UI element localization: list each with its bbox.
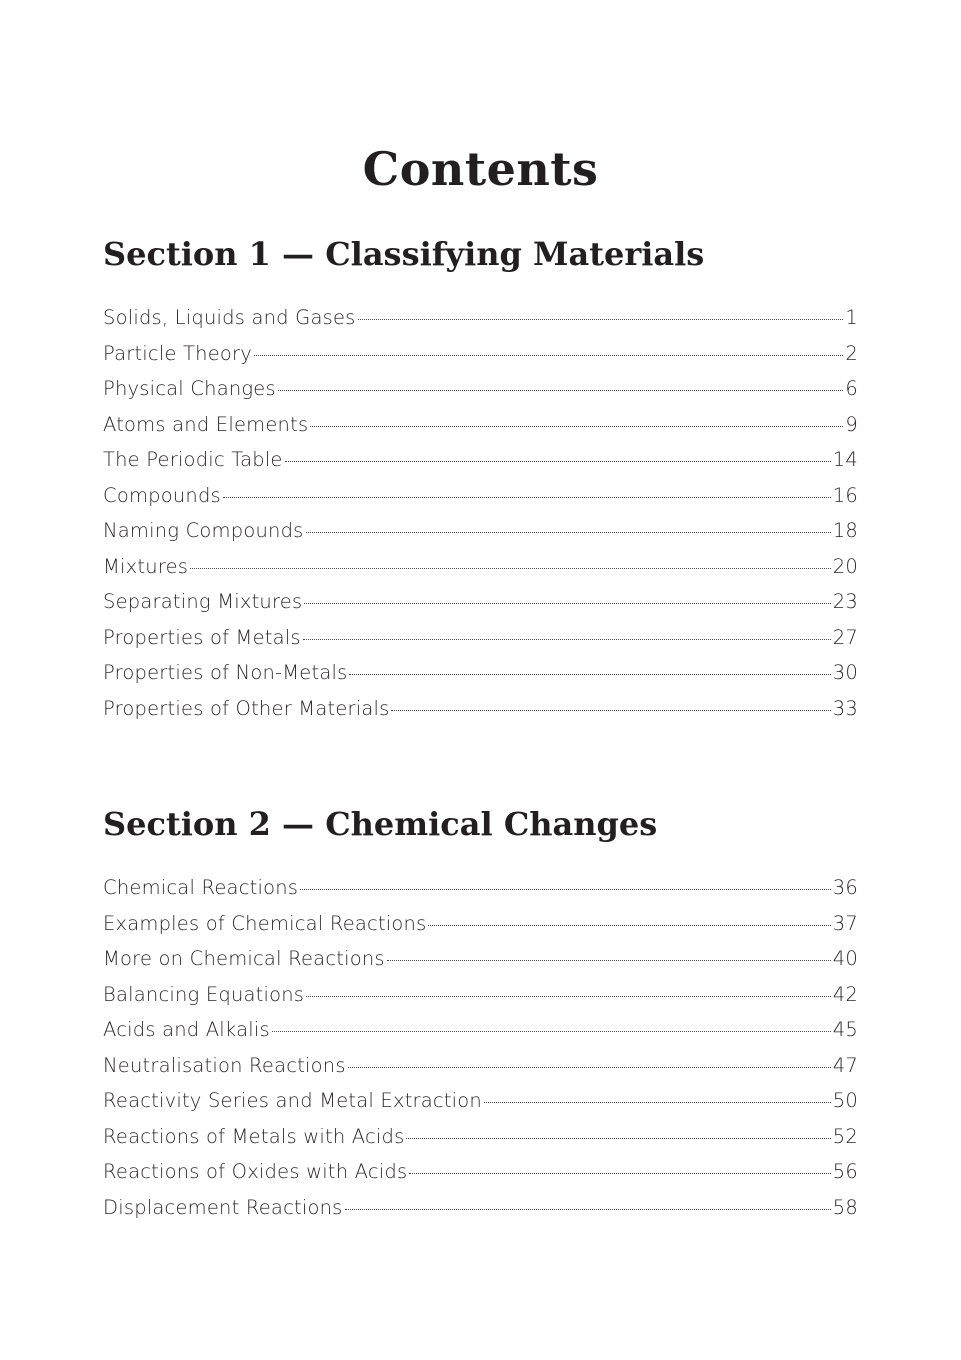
toc-entry [103, 977, 858, 1013]
toc-entry-page-number: 1 [845, 306, 858, 329]
dot-leader [190, 568, 831, 569]
toc-entry-title: Properties of Metals [103, 625, 301, 649]
toc-entry-title: Compounds [103, 483, 221, 507]
toc-entry [103, 442, 858, 478]
toc-entry [103, 906, 858, 942]
toc-entry [103, 941, 858, 977]
toc-entry [103, 407, 858, 443]
toc-entry-page-number: 23 [832, 590, 858, 613]
toc-entry-title: Displacement Reactions [103, 1195, 343, 1219]
toc-entry-title: Reactivity Series and Metal Extraction [103, 1089, 482, 1112]
toc-entry-page-number: 9 [845, 412, 858, 436]
section-1-toc-list [103, 300, 858, 726]
toc-entry-title: Neutralisation Reactions [103, 1053, 346, 1077]
toc-entry-page-number: 37 [832, 911, 858, 935]
toc-entry-title: The Periodic Table [103, 448, 283, 471]
dot-leader [428, 925, 830, 926]
dot-leader [223, 497, 831, 498]
toc-entry [103, 549, 858, 585]
toc-entry [103, 1083, 858, 1119]
toc-entry-title: Mixtures [103, 554, 189, 578]
toc-entry-title: Acids and Alkalis [103, 1018, 270, 1041]
toc-entry-title: Separating Mixtures [103, 590, 303, 613]
section-1 [103, 230, 858, 726]
dot-leader [484, 1102, 831, 1103]
toc-entry-page-number: 33 [832, 696, 858, 720]
toc-entry [103, 1012, 858, 1048]
dot-leader [387, 960, 831, 961]
toc-entry [103, 584, 858, 620]
toc-entry [103, 1154, 858, 1190]
toc-entry [103, 691, 858, 727]
toc-entry-title: Reactions of Oxides with Acids [103, 1160, 408, 1183]
toc-entry-title: Particle Theory [103, 341, 253, 365]
dot-leader [304, 603, 830, 604]
dot-leader [272, 1031, 831, 1032]
toc-entry [103, 655, 858, 691]
toc-entry [103, 1048, 858, 1084]
toc-entry-title: Balancing Equations [103, 982, 305, 1006]
toc-entry-page-number: 6 [845, 377, 858, 400]
toc-entry-page-number: 58 [832, 1195, 858, 1219]
toc-entry-page-number: 30 [832, 661, 858, 684]
toc-entry [103, 620, 858, 656]
page-title: Contents [362, 142, 599, 196]
toc-entry [103, 300, 858, 336]
toc-entry-title: Properties of Other Materials [103, 696, 390, 720]
dot-leader [406, 1138, 830, 1139]
toc-entry-page-number: 50 [832, 1089, 858, 1112]
dot-leader [345, 1209, 831, 1210]
toc-entry [103, 336, 858, 372]
dot-leader [254, 355, 843, 356]
dot-leader [300, 889, 831, 890]
dot-leader [409, 1173, 830, 1174]
dot-leader [358, 319, 844, 320]
toc-entry-page-number: 20 [832, 554, 858, 578]
toc-entry [103, 870, 858, 906]
section-2 [103, 800, 858, 1225]
toc-entry-page-number: 45 [832, 1018, 858, 1041]
toc-entry-page-number: 27 [832, 625, 858, 649]
toc-entry [103, 1119, 858, 1155]
toc-entry-title: Reactions of Metals with Acids [103, 1124, 405, 1148]
toc-entry-title: Chemical Reactions [103, 876, 299, 899]
toc-entry-title: Naming Compounds [103, 519, 304, 542]
toc-entry [103, 478, 858, 514]
toc-entry-page-number: 47 [832, 1053, 858, 1077]
dot-leader [306, 532, 831, 533]
dot-leader [349, 674, 830, 675]
toc-entry-page-number: 42 [832, 982, 858, 1006]
dot-leader [285, 461, 831, 462]
toc-entry-page-number: 52 [832, 1124, 858, 1148]
section-2-heading: Section 2 — Chemical Changes [103, 805, 658, 843]
dot-leader [391, 710, 830, 711]
toc-entry [103, 371, 858, 407]
toc-entry [103, 513, 858, 549]
dot-leader [278, 390, 844, 391]
toc-entry-title: Properties of Non-Metals [103, 661, 348, 684]
toc-entry-page-number: 56 [832, 1160, 858, 1183]
toc-entry-page-number: 40 [832, 947, 858, 970]
section-1-heading: Section 1 — Classifying Materials [103, 235, 705, 273]
dot-leader [303, 639, 831, 640]
toc-entry-title: Solids, Liquids and Gases [103, 306, 356, 329]
toc-entry-title: Atoms and Elements [103, 412, 309, 436]
dot-leader [306, 996, 831, 997]
toc-entry-page-number: 2 [845, 341, 858, 365]
toc-entry-title: Physical Changes [103, 377, 276, 400]
dot-leader [310, 426, 843, 427]
toc-entry-page-number: 18 [832, 519, 858, 542]
dot-leader [348, 1067, 831, 1068]
toc-entry-page-number: 36 [832, 876, 858, 899]
toc-entry-page-number: 16 [832, 483, 858, 507]
section-2-toc-list [103, 870, 858, 1225]
toc-entry-title: More on Chemical Reactions [103, 947, 385, 970]
toc-entry-page-number: 14 [832, 448, 858, 471]
toc-entry [103, 1190, 858, 1226]
toc-entry-title: Examples of Chemical Reactions [103, 911, 427, 935]
